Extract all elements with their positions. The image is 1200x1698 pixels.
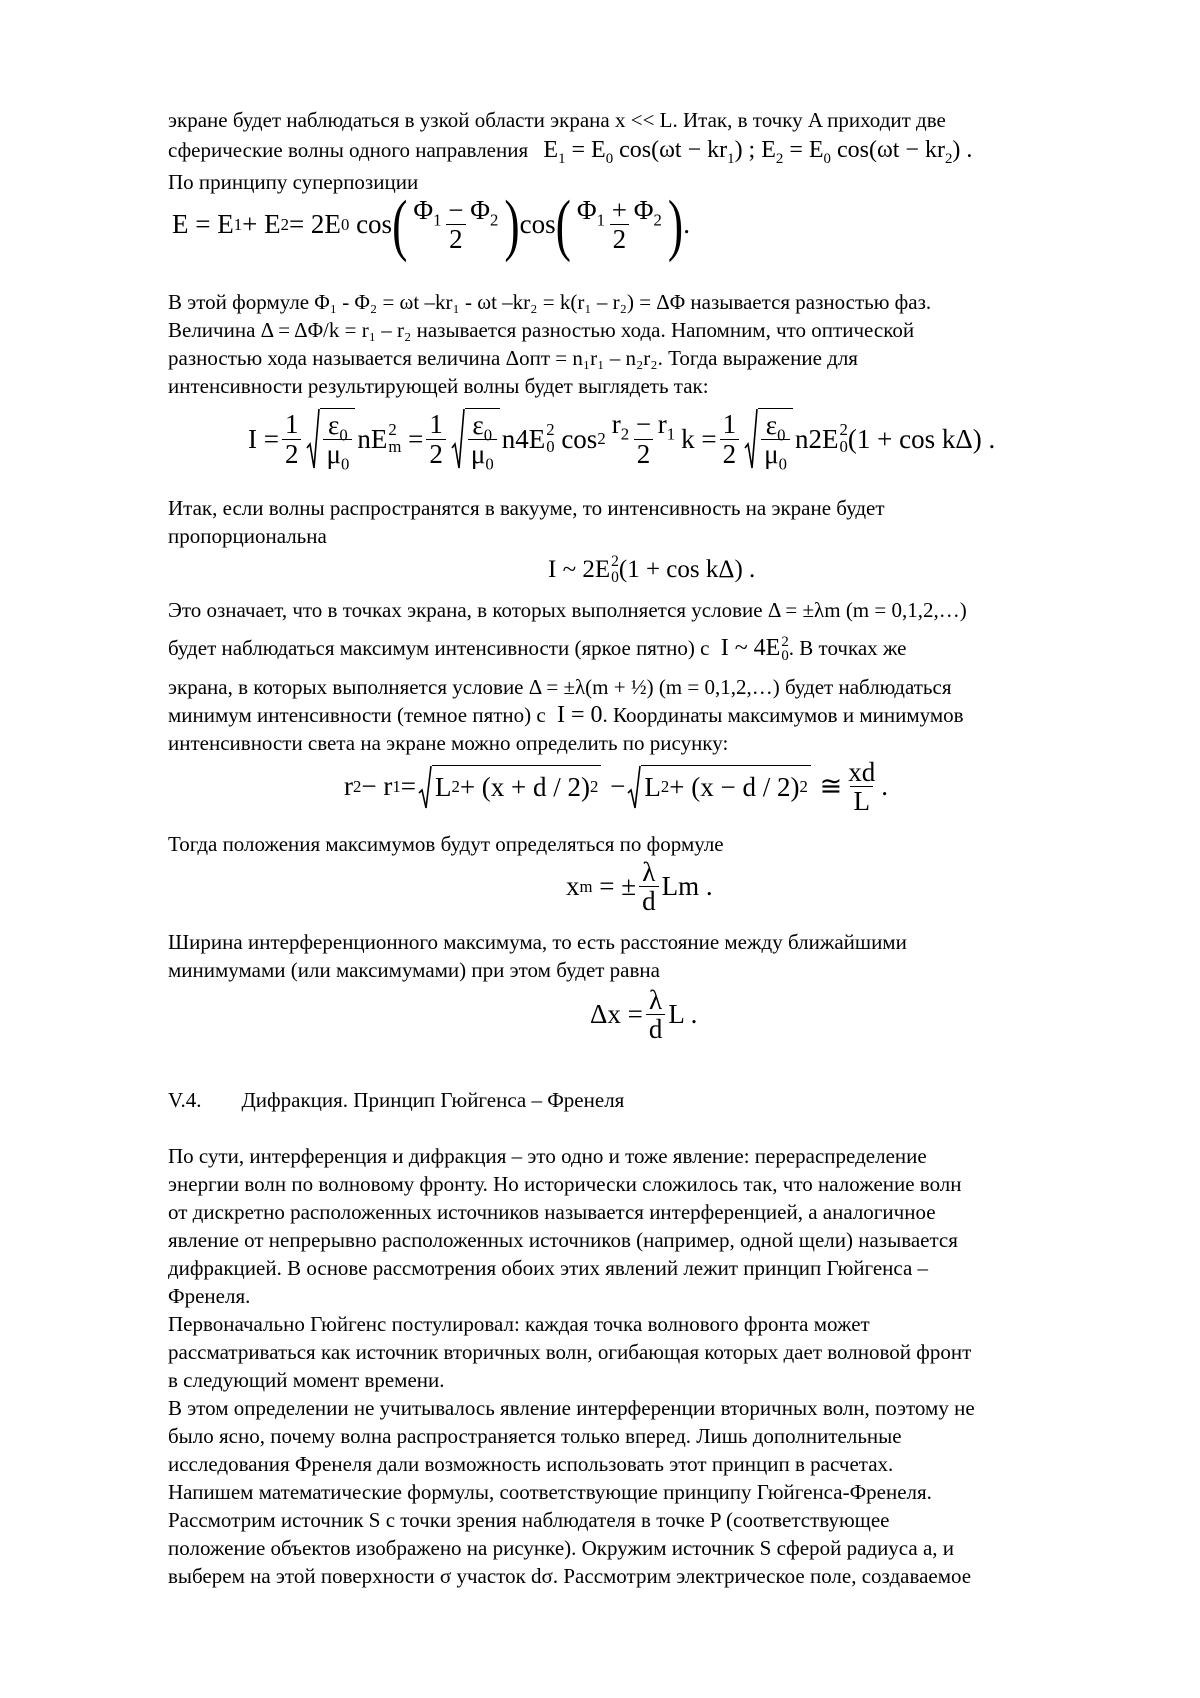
- body-line: В этом определении не учитывалось явление интерференции вторичных волн, поэтому не: [168, 1396, 975, 1420]
- body-line: было ясно, почему волна распространяется только вперед. Лишь дополнительные: [168, 1424, 902, 1448]
- formula-vacuum: I ~ 2E 2 0 (1 + cos kΔ) .: [548, 553, 756, 586]
- section-number: V.4.: [168, 1088, 202, 1112]
- formula-min-inline: I = 0: [550, 702, 603, 728]
- text-fragment: будет наблюдаться максимум интенсивности (яркое пятно) с: [168, 636, 710, 660]
- formula-waves: $E_1 = E_0$ $\cos(\omega t - kr_1)$ ; $E_2 = E_0$ $\cos(\omega t - kr_2)$ .: [543, 137, 973, 167]
- text-fragment: сферические волны одного направления: [168, 138, 529, 162]
- body-line: в следующий момент времени.: [168, 1368, 445, 1392]
- body-line: По сути, интерференция и дифракция – это одно и тоже явление: перераспределение: [168, 1144, 927, 1168]
- text-line: [168, 701, 1118, 729]
- text-line: Величина Δ = ΔΦ/k = r₁ – r₂ называется разностью хода. Напомним, что оптической: [168, 318, 915, 342]
- text-fragment: . Координаты максимумов и минимумов: [602, 703, 964, 727]
- body-line: выберем на этой поверхности σ участок dσ. Рассмотрим электрическое поле, создаваемое: [168, 1564, 972, 1588]
- text-fragment: минимум интенсивности (темное пятно) с: [168, 703, 546, 727]
- text-line: [168, 634, 1118, 664]
- text-line: экране будет наблюдаться в узкой области экрана x << L. Итак, в точку A приходит две: [168, 108, 946, 132]
- body-line: дифракцией. В основе рассмотрения обоих этих явлений лежит принцип Гюйгенса –: [168, 1256, 929, 1280]
- text-line: минимумами (или максимумами) при этом будет равна: [168, 958, 660, 982]
- formula-max-inline: I ~ 4E 2 0: [714, 633, 789, 665]
- formula-fringe-width: Δx = $\frac{\lambda}{d}$ L .: [590, 985, 698, 1045]
- text-line: В этой формуле Φ₁ - Φ₂ = ωt –kr₁ - ωt –kr₂ = k(r₁ – r₂) = ΔΦ называется разностью фаз.: [168, 290, 932, 314]
- section-heading: [168, 1086, 1118, 1114]
- formula-maxima-positions: x m = ± $\frac{\lambda}{d}$ Lm .: [566, 857, 713, 917]
- formula-intensity: I = $\frac{1}{2}$ $\frac{\varepsilon_0}{\mu_0}$ nE 2 m = $\frac{1}{2}$ $\frac{\varepsilon_0}{\mu_0}$ n4E 2 0 cos 2 $\frac{r_2 - r_1}{2}$ k = $\frac{1}{2}$ $\frac{\varepsilon_0}{\mu_0}$ n2E 2 0 (1 + cos kΔ) .: [248, 409, 996, 474]
- body-line: положение объектов изображено на рисунке). Окружим источник S сферой радиуса a, и: [168, 1536, 955, 1560]
- formula-path-difference: r 2 − r 1 = L 2 + (x + d / 2) 2 − L 2 + (x − d / 2) 2 ≅ $\frac{xd}{L}$ .: [344, 757, 888, 817]
- body-line: явление от непрерывно расположенных источников (например, одной щели) называется: [168, 1228, 958, 1252]
- text-line: пропорциональна: [168, 524, 327, 548]
- text-line: Тогда положения максимумов будут определяться по формуле: [168, 832, 724, 856]
- body-line: Рассмотрим источник S с точки зрения наблюдателя в точке P (соответствующее: [168, 1508, 890, 1532]
- text-line: Это означает, что в точках экрана, в которых выполняется условие Δ = ±λm (m = 0,1,2,…): [168, 598, 967, 622]
- body-line: энергии волн по волновому фронту. Но исторически сложилось так, что наложение волн: [168, 1172, 962, 1196]
- formula-superposition: E = E 1 + E 2 = 2E 0 cos ( $\frac{\Phi_1 - \Phi_2}{2}$ ) cos ( $\frac{\Phi_1 + \Phi_2}{2}$ ) .: [172, 185, 690, 263]
- text-line: экрана, в которых выполняется условие Δ = ±λ(m + ½) (m = 0,1,2,…) будет наблюдаться: [168, 675, 952, 699]
- text-line: По принципу суперпозиции: [168, 170, 419, 194]
- body-line: Первоначально Гюйгенс постулировал: каждая точка волнового фронта может: [168, 1312, 870, 1336]
- text-line: [168, 136, 1118, 167]
- text-line: разностью хода называется величина Δопт = n₁r₁ – n₂r₂. Тогда выражение для: [168, 346, 858, 370]
- text-line: Итак, если волны распространятся в вакууме, то интенсивность на экране будет: [168, 496, 885, 520]
- text-fragment: . В точках же: [788, 636, 907, 660]
- body-line: от дискретно расположенных источников называется интерференцией, а аналогичное: [168, 1200, 936, 1224]
- text-line: интенсивности результирующей волны будет выглядеть так:: [168, 374, 709, 398]
- body-line: Френеля.: [168, 1284, 251, 1308]
- section-title: Дифракция. Принцип Гюйгенса – Френеля: [241, 1088, 625, 1112]
- body-line: Напишем математические формулы, соответствующие принципу Гюйгенса-Френеля.: [168, 1480, 932, 1504]
- text-line: интенсивности света на экране можно определить по рисунку:: [168, 731, 729, 755]
- body-line: исследования Френеля дали возможность использовать этот принцип в расчетах.: [168, 1452, 894, 1476]
- body-line: рассматриваться как источник вторичных волн, огибающая которых дает волновой фронт: [168, 1340, 972, 1364]
- text-line: Ширина интерференционного максимума, то есть расстояние между ближайшими: [168, 930, 907, 954]
